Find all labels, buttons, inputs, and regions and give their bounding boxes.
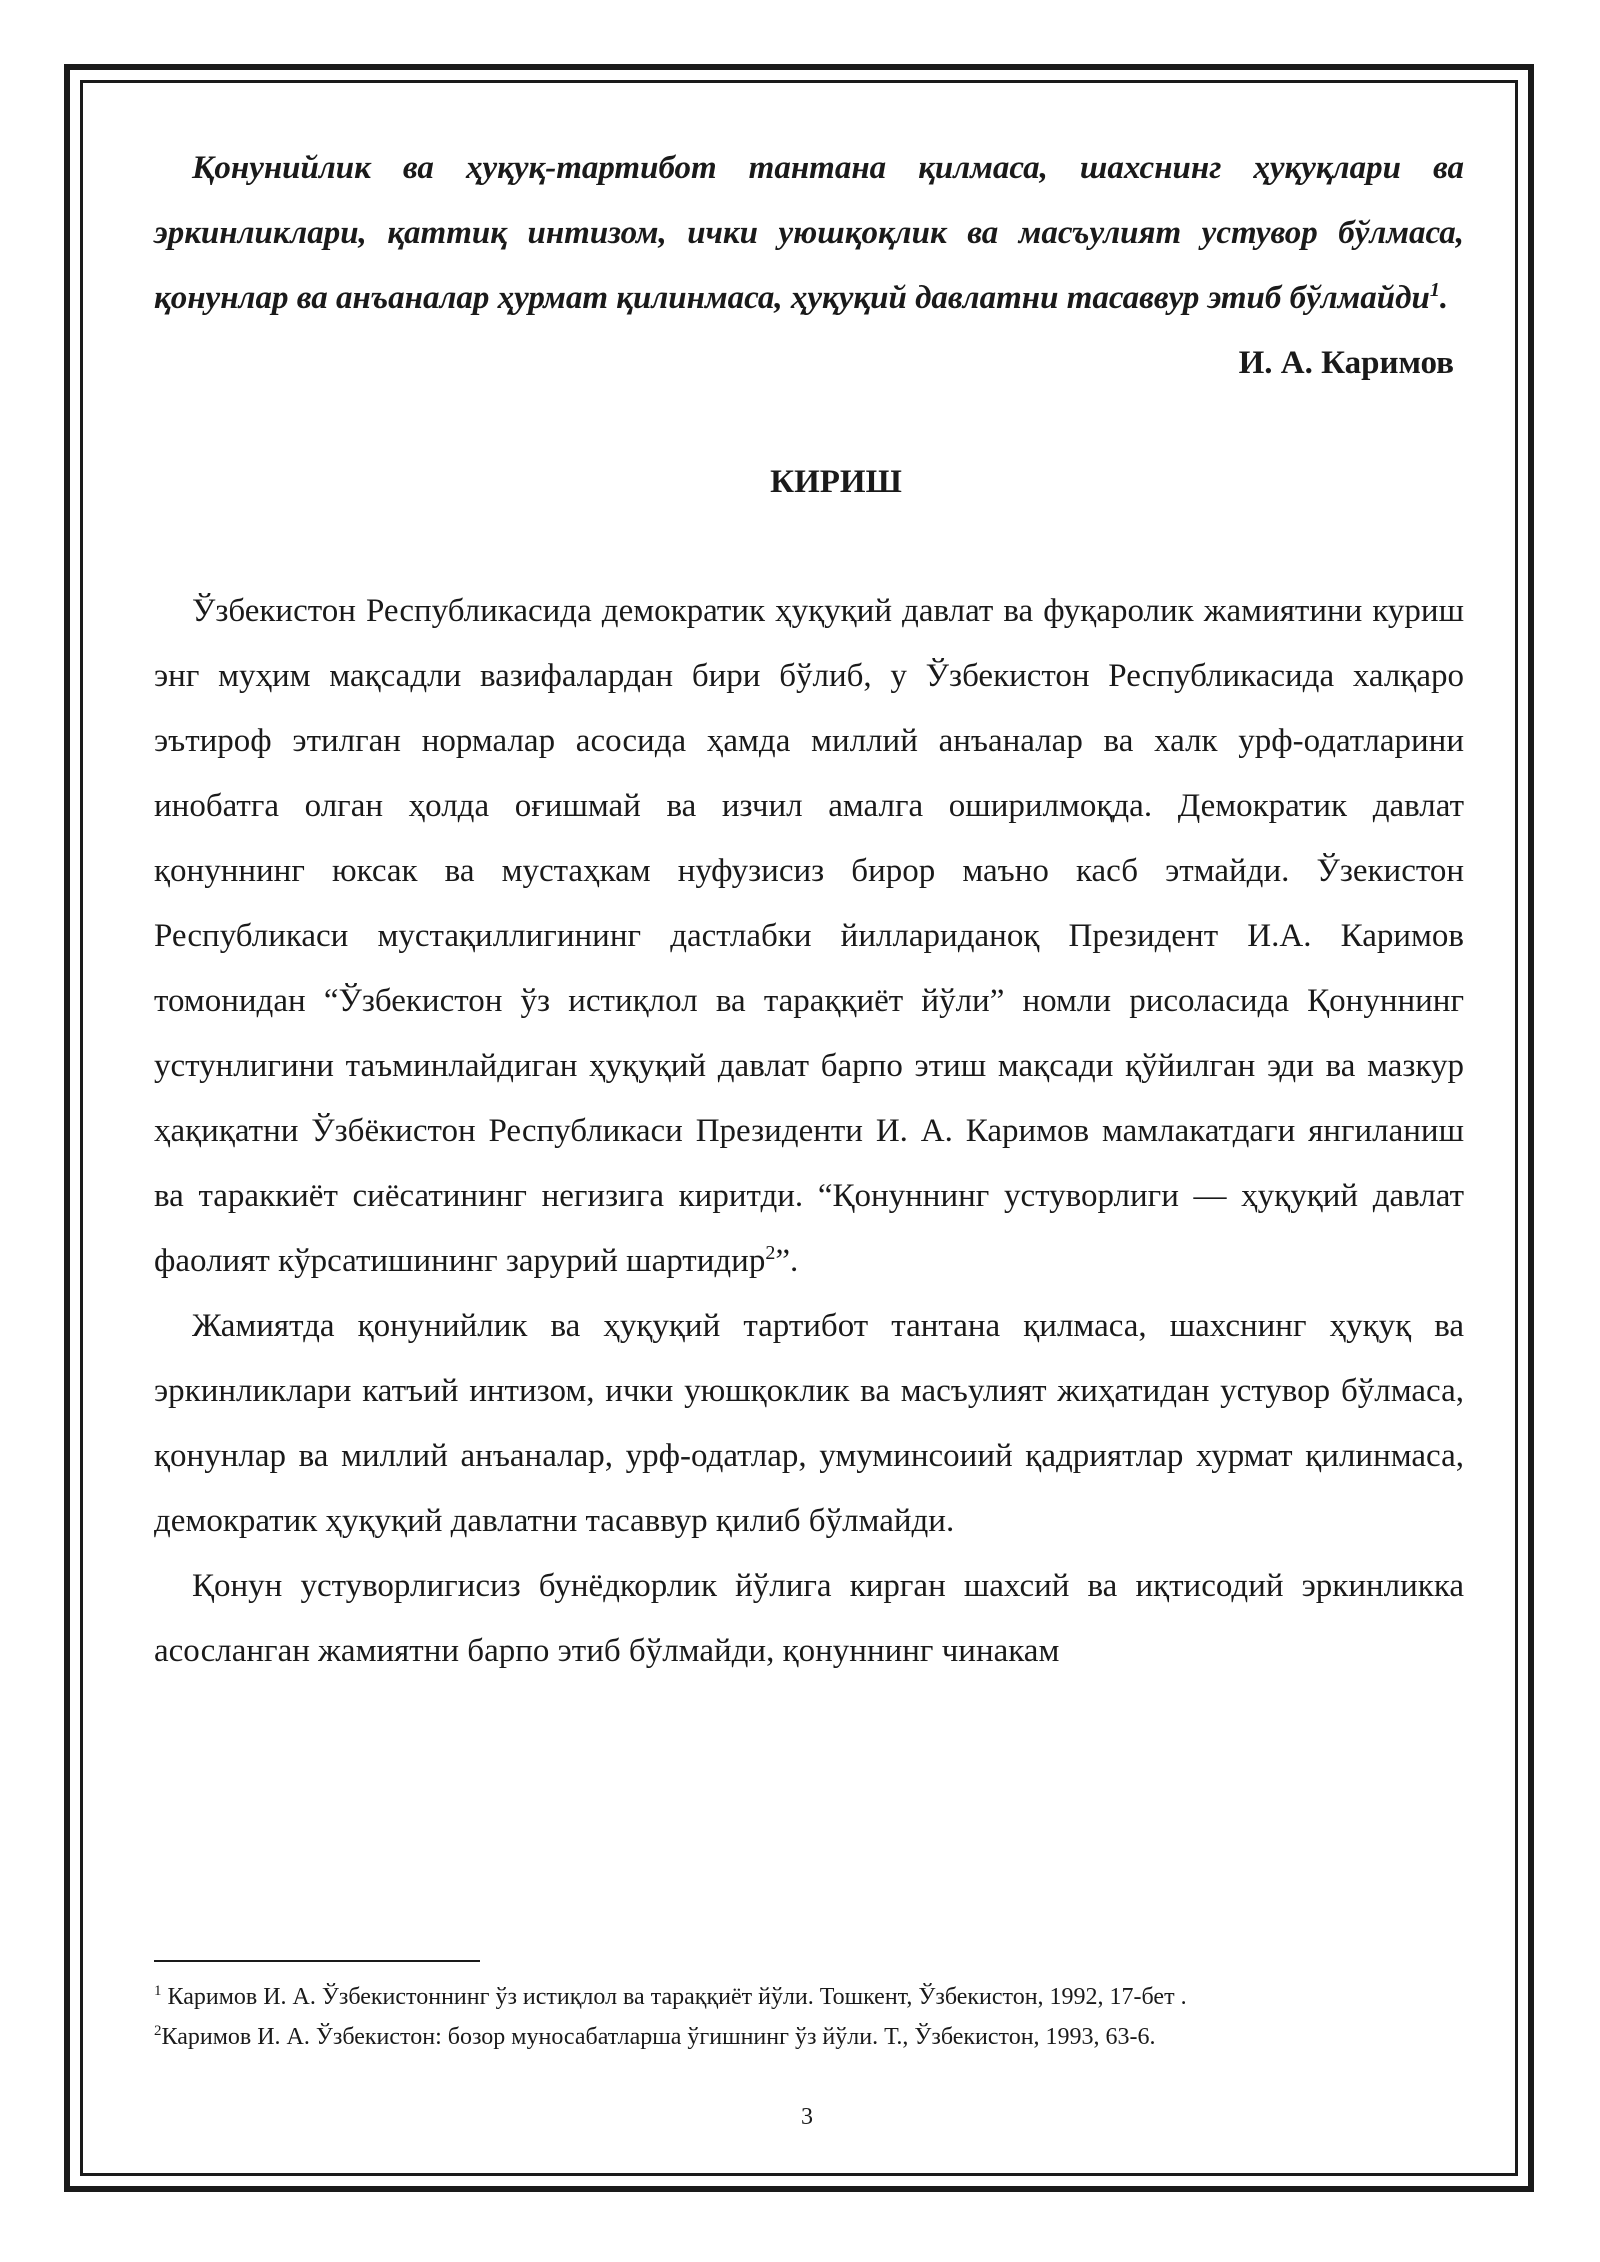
epigraph xyxy=(154,136,1464,331)
footnotes xyxy=(154,1977,1464,2057)
paragraph-2: Жамиятда қонунийлик ва ҳуқуқий тартибот тантана қилмаса, шахснинг ҳуқуқ ва эркинликлари катъий интизом, ички уюшқоклик ва масъулият жиҳатидан устувор бўлмаса, қонунлар ва миллий анъаналар, урф-одатлар, умуминсоиий қадриятлар хурмат қилинмаса, демократик ҳуқуқий давлатни тасаввур қилиб бўлмайди. xyxy=(154,1308,1464,1539)
footnote-1-text: Каримов И. А. Ўзбекистоннинг ўз истиқлол ва тараққиёт йўли. Тошкент, Ўзбекистон, 1992, 17-бет . xyxy=(161,1984,1187,2010)
section-title: КИРИШ xyxy=(770,464,902,500)
epigraph-author: И. А. Каримов xyxy=(1238,345,1454,381)
paragraph-3: Қонун устуворлигисиз бунёдкорлик йўлига кирган шахсий ва иқтисодий эркинликка асосланган жамиятни барпо этиб бўлмайди, қонуннинг чинакам xyxy=(154,1568,1464,1669)
footnote-1-mark: 1 xyxy=(154,1983,162,1999)
epigraph-footnote-ref: 1 xyxy=(1429,279,1440,301)
paragraph-1-trailing: ”. xyxy=(775,1243,799,1279)
page-content xyxy=(154,136,1464,1684)
footnote-2-mark: 2 xyxy=(154,2023,162,2039)
paragraph-1 xyxy=(154,579,1464,1294)
footnote-2-text: Каримов И. А. Ўзбекистон: бозор муносабатларша ўгишнинг ўз йўли. Т., Ўзбекистон, 1993, 63-6. xyxy=(161,2024,1156,2050)
paragraph-1-text: Ўзбекистон Республикасида демократик ҳуқуқий давлат ва фуқаролик жамиятини куриш энг муҳим мақсадли вазифалардан бири бўлиб, у Ўзбекистон Республикасида халқаро эътироф этилган нормалар асосида ҳамда миллий анъаналар ва халк урф-одатларини инобатга олган ҳолда оғишмай ва изчил амалга оширилмоқда. Демократик давлат қонуннинг юксак ва мустаҳкам нуфузисиз бирор маъно касб этмайди. Ўзекистон Республикаси мустақиллигининг дастлабки йиллариданоқ Президент И.А. Каримов томонидан “Ўзбекистон ўз истиқлол ва тараққиёт йўли” номли рисоласида Қонуннинг устунлигини таъминлайдиган ҳуқуқий давлат барпо этиш мақсади қўйилган эди ва мазкур ҳақиқатни Ўзбёкистон Республикаси Президенти И. А. Каримов мамлакатдаги янгиланиш ва тараккиёт сиёсатининг негизига киритди. “Қонуннинг устуворлиги — ҳуқуқий давлат фаолият кўрсатишининг зарурий шартидир xyxy=(154,593,1464,1279)
footnote-2 xyxy=(154,2017,1464,2057)
page-number: 3 xyxy=(801,2104,813,2130)
footnote-separator xyxy=(154,1960,480,1962)
epigraph-text: Қонунийлик ва ҳуқуқ-тартибот тантана қилмаса, шахснинг ҳуқуқлари ва эркинликлари, қаттиқ интизом, ички уюшқоқлик ва масъулият устувор бўлмаса, қонунлар ва анъаналар ҳурмат қилинмаса, ҳуқуқий давлатни тасаввур этиб бўлмайди xyxy=(154,150,1464,316)
epigraph-trailing: . xyxy=(1439,280,1449,316)
footnote-1 xyxy=(154,1977,1464,2017)
paragraph-1-footnote-ref: 2 xyxy=(765,1242,776,1264)
